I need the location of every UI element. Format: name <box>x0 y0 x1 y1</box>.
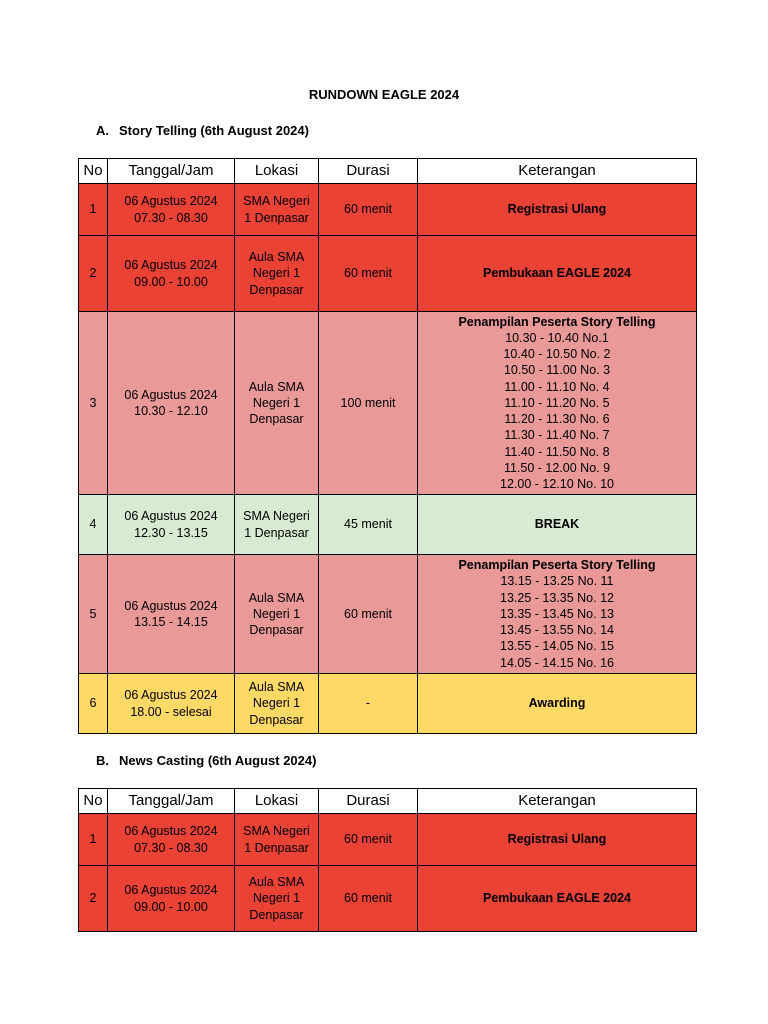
cell-location-line: Negeri 1 <box>252 395 301 410</box>
cell-description-title: BREAK <box>534 517 580 532</box>
cell-date: 06 Agustus 2024 <box>124 194 218 209</box>
cell-description-slot: 11.40 - 11.50 No. 8 <box>504 444 610 459</box>
cell-location <box>235 674 319 734</box>
cell-duration: 60 menit <box>319 866 418 932</box>
header-date-time: Tanggal/Jam <box>108 789 235 814</box>
cell-no: 2 <box>79 236 108 312</box>
cell-location-line: 1 Denpasar <box>244 525 309 540</box>
cell-description-slot: 11.20 - 11.30 No. 6 <box>504 412 610 427</box>
section-b-marker: B. <box>96 753 109 768</box>
cell-time: 10.30 - 12.10 <box>134 404 208 418</box>
cell-description-slot: 10.50 - 11.00 No. 3 <box>503 363 611 378</box>
cell-date: 06 Agustus 2024 <box>124 509 218 524</box>
table-header-row <box>79 789 697 814</box>
cell-time: 12.30 - 13.15 <box>134 525 208 540</box>
cell-location <box>235 866 319 932</box>
table-row <box>79 495 697 555</box>
cell-duration: 60 menit <box>319 814 418 866</box>
cell-time: 09.00 - 10.00 <box>134 899 208 914</box>
cell-description-slot: 13.55 - 14.05 No. 15 <box>500 639 614 654</box>
cell-description <box>418 236 697 312</box>
header-duration: Durasi <box>319 789 418 814</box>
cell-location-line: SMA Negeri <box>243 509 310 524</box>
cell-time: 07.30 - 08.30 <box>134 840 208 855</box>
cell-description-slot: 13.15 - 13.25 No. 11 <box>500 574 614 589</box>
cell-description-slot: 11.10 - 11.20 No. 5 <box>504 395 610 410</box>
cell-date: 06 Agustus 2024 <box>124 824 218 839</box>
cell-description-title: Pembukaan EAGLE 2024 <box>483 266 631 281</box>
cell-location-line: Negeri 1 <box>252 266 301 281</box>
cell-description-slot: 11.50 - 12.00 No. 9 <box>503 460 611 475</box>
section-a-title: Story Telling (6th August 2024) <box>119 123 309 138</box>
cell-location-line: Denpasar <box>249 282 304 297</box>
cell-location-line: SMA Negeri <box>243 194 310 209</box>
cell-description <box>418 674 697 734</box>
cell-duration: - <box>319 674 418 734</box>
cell-description-slot: 13.35 - 13.45 No. 13 <box>500 606 614 621</box>
cell-description-title: Registrasi Ulang <box>507 832 607 847</box>
table-row <box>79 814 697 866</box>
header-date-time: Tanggal/Jam <box>108 159 235 184</box>
cell-description <box>418 866 697 932</box>
cell-no: 4 <box>79 495 108 555</box>
cell-duration: 45 menit <box>319 495 418 555</box>
header-location: Lokasi <box>235 789 319 814</box>
table-row <box>79 236 697 312</box>
table-row <box>79 674 697 734</box>
cell-location-line: 1 Denpasar <box>244 210 309 225</box>
cell-location-line: Aula SMA <box>248 590 305 605</box>
cell-description-slot: 11.30 - 11.40 No. 7 <box>504 428 610 443</box>
table-body <box>79 184 697 734</box>
cell-description-title: Registrasi Ulang <box>507 202 607 217</box>
cell-time: 18.00 - selesai <box>130 704 212 719</box>
cell-location-line: Negeri 1 <box>252 606 301 621</box>
cell-duration: 60 menit <box>319 236 418 312</box>
cell-location-line: Aula SMA <box>248 680 305 695</box>
cell-description-title: Penampilan Peserta Story Telling <box>458 558 656 573</box>
document-title: RUNDOWN EAGLE 2024 <box>308 87 460 102</box>
cell-date: 06 Agustus 2024 <box>124 883 218 898</box>
cell-description-title: Pembukaan EAGLE 2024 <box>483 891 631 906</box>
cell-date-time <box>108 236 235 312</box>
cell-duration: 60 menit <box>319 184 418 236</box>
cell-no: 6 <box>79 674 108 734</box>
cell-date: 06 Agustus 2024 <box>124 688 218 703</box>
cell-location-line: Negeri 1 <box>252 891 301 906</box>
cell-date-time <box>108 674 235 734</box>
cell-location <box>235 495 319 555</box>
cell-location-line: Aula SMA <box>248 250 305 265</box>
cell-location <box>235 184 319 236</box>
news-casting-table <box>78 788 697 932</box>
table-header-row <box>79 159 697 184</box>
cell-date-time <box>108 495 235 555</box>
cell-location-line: Denpasar <box>249 412 304 427</box>
cell-location <box>235 555 319 674</box>
cell-no: 5 <box>79 555 108 674</box>
cell-description <box>418 312 697 495</box>
cell-description-title: Awarding <box>528 696 586 711</box>
cell-date: 06 Agustus 2024 <box>124 387 218 402</box>
cell-description-slot: 13.45 - 13.55 No. 14 <box>500 623 614 638</box>
cell-description-slot: 14.05 - 14.15 No. 16 <box>500 655 614 670</box>
cell-location-line: Aula SMA <box>248 875 305 890</box>
cell-no: 3 <box>79 312 108 495</box>
header-description: Keterangan <box>418 789 697 814</box>
cell-description <box>418 495 697 555</box>
cell-location-line: Aula SMA <box>248 379 305 394</box>
cell-date-time <box>108 814 235 866</box>
table-row <box>79 184 697 236</box>
cell-location-line: Denpasar <box>249 623 304 638</box>
cell-date-time <box>108 184 235 236</box>
header-duration: Durasi <box>319 159 418 184</box>
cell-no: 2 <box>79 866 108 932</box>
cell-location <box>235 236 319 312</box>
section-b-title: News Casting (6th August 2024) <box>119 753 317 768</box>
cell-duration: 100 menit <box>319 312 418 495</box>
header-description: Keterangan <box>418 159 697 184</box>
table-body <box>79 814 697 932</box>
cell-description-slot: 11.00 - 11.10 No. 4 <box>504 379 610 394</box>
table-row <box>79 866 697 932</box>
cell-date: 06 Agustus 2024 <box>124 598 218 613</box>
cell-description-slot: 10.30 - 10.40 No.1 <box>505 331 609 346</box>
cell-time: 13.15 - 14.15 <box>134 615 208 629</box>
cell-time: 09.00 - 10.00 <box>134 274 208 289</box>
cell-description-slot: 13.25 - 13.35 No. 12 <box>500 590 614 605</box>
cell-location-line: Denpasar <box>249 907 304 922</box>
table-row <box>79 555 697 674</box>
cell-date: 06 Agustus 2024 <box>124 258 218 273</box>
cell-date-time <box>108 866 235 932</box>
cell-description <box>418 184 697 236</box>
table-row <box>79 312 697 495</box>
cell-date-time <box>108 312 235 495</box>
section-a-marker: A. <box>96 123 109 138</box>
cell-description-slot: 12.00 - 12.10 No. 10 <box>500 476 614 491</box>
cell-description-slot: 10.40 - 10.50 No. 2 <box>503 347 611 362</box>
cell-location <box>235 312 319 495</box>
section-b-heading <box>96 753 316 768</box>
cell-location-line: Denpasar <box>249 712 304 727</box>
cell-location-line: 1 Denpasar <box>244 840 309 855</box>
story-telling-table <box>78 158 697 734</box>
header-location: Lokasi <box>235 159 319 184</box>
cell-description <box>418 814 697 866</box>
section-a-heading <box>96 123 309 138</box>
cell-duration: 60 menit <box>319 555 418 674</box>
cell-date-time <box>108 555 235 674</box>
cell-no: 1 <box>79 814 108 866</box>
cell-description <box>418 555 697 674</box>
cell-time: 07.30 - 08.30 <box>134 210 208 225</box>
header-no: No <box>79 159 108 184</box>
cell-no: 1 <box>79 184 108 236</box>
cell-description-title: Penampilan Peserta Story Telling <box>458 314 656 329</box>
cell-location <box>235 814 319 866</box>
header-no: No <box>79 789 108 814</box>
cell-location-line: SMA Negeri <box>243 824 310 839</box>
cell-location-line: Negeri 1 <box>252 696 301 711</box>
